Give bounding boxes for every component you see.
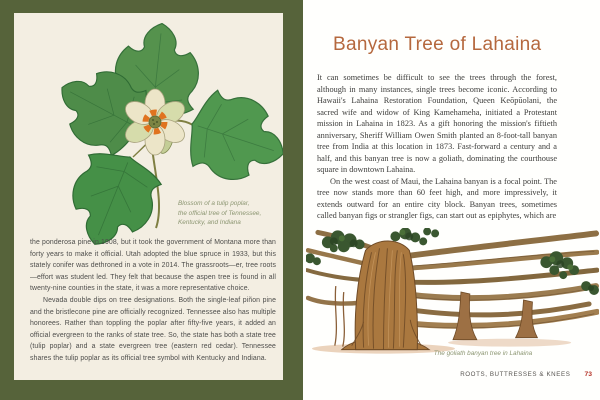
aerial-roots bbox=[335, 286, 345, 347]
footer-section-title: ROOTS, BUTTRESSES & KNEES bbox=[460, 371, 571, 378]
right-page-body-text: It can sometimes be difficult to see the trees through the forest, although in many instances, single trees become iconic. According to Hawaii's Lahaina Restoration Foundation, Queen Keōpūolani, the sacred wife and widow of King Kamehameha, initiated a Protestant mission in Lahaina in 1823. As a gift honoring the mission's fiftieth anniversary, Sheriff William Owen Smith planted an 8-foot-tall banyan tree from India at this location in 1873. Fast-forward a century and a half, and this banyan tree is now a goliath, dominating the courthouse square in downtown Lahaina. On the west coast of Maui, the Lahaina banyan is a focal point. The tree now stands more than 60 feet high, and more impressively, it extends outward for an entire city block. Banyan trees, sometimes called banyan figs or strangler figs, can start out as epiphytes, which are bbox=[317, 73, 557, 220]
right-illustration-caption: The goliath banyan tree in Lahaina bbox=[433, 350, 533, 357]
chapter-heading: Banyan Tree of Lahaina bbox=[333, 34, 542, 55]
page-number: 73 bbox=[584, 371, 592, 378]
banyan-tree-illustration bbox=[306, 228, 599, 358]
left-page-body-text: the ponderosa pine in 1908, but it took the government of Montana more than forty years to make it official. Utah adopted the blue spruce in 1933, but this stately conifer was dethroned in a vote in 2014. The grassroots—er, tree roots—effort was student led. They felt that because the aspen tree is found in all twenty-nine counties in the state, it was a more representative choice. Nevada double dips on tree designations. Both the single-leaf piñon pine and the bristlecone pine are officially recognized. Tennessee also has multiple honorees. Rather than toppling the poplar after fifty-five years, it added an official evergreen to the ranks of state tree. So, the state has both a state tree (tulip poplar) and a state evergreen tree (eastern red cedar). Tennessee shares the tulip poplar as its official tree symbol with Kentucky and Indiana. bbox=[30, 239, 276, 362]
left-illustration-caption: Blossom of a tulip poplar, the official tree of Tennessee, Kentucky, and Indiana bbox=[178, 200, 262, 227]
left-page bbox=[14, 13, 283, 380]
page-footer bbox=[460, 371, 592, 378]
right-page bbox=[303, 0, 600, 400]
